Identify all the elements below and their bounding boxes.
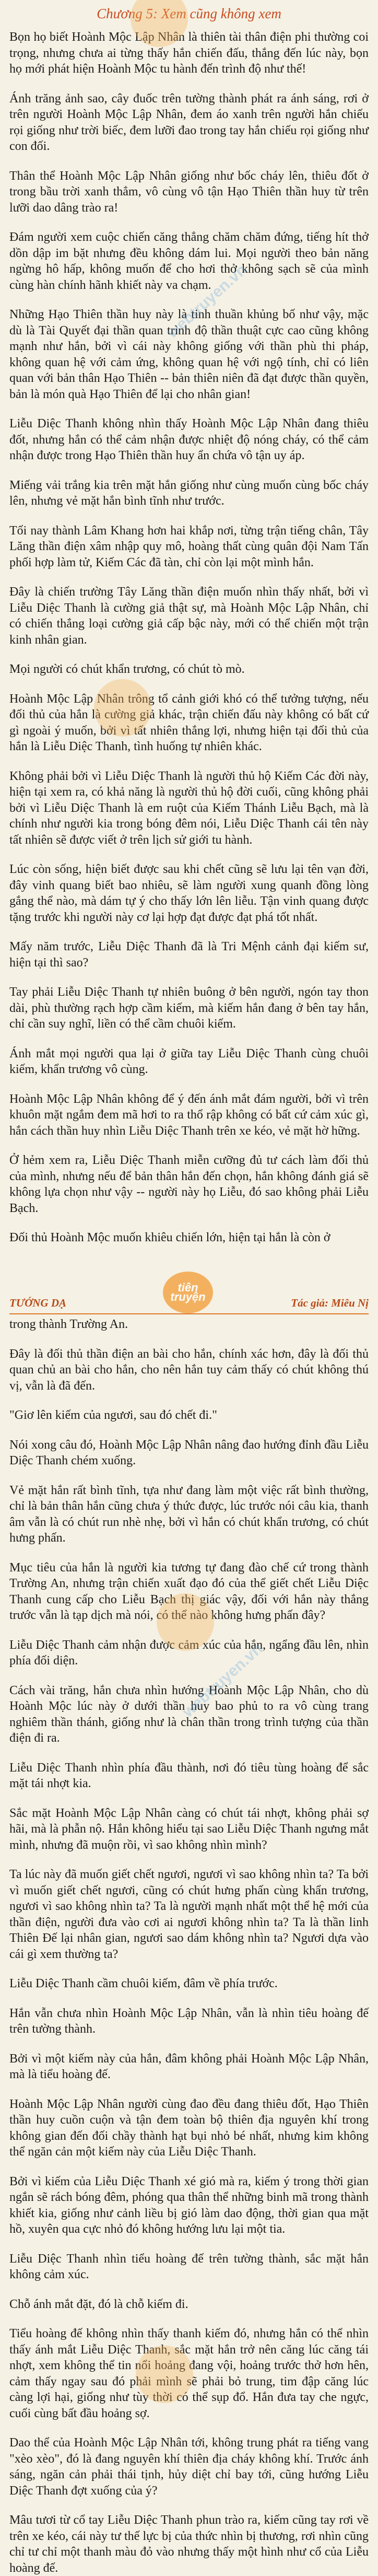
paragraph: Dao thể của Hoành Mộc Lập Nhân tới, không trung phát ra tiếng vang "xèo xèo", đó là đang nguyên khí thiên địa cháy không khí. Trước ánh sáng, ngăn cản phải thái tịnh, hủy diệt chỉ bay tới, cũng hướng Liễu Diệc Thanh đợt xuống của ý? <box>9 2436 369 2498</box>
paragraph: Đây là chiến trường Tây Lăng thần điện muốn nhìn thấy nhất, bởi vì Liễu Diệc Thanh là cường giả thật sự, mà Hoành Mộc Lập Nhân, chỉ có chiến thắng loại cường giả cấp bậc này, mới có thể chiến một trận kinh nhân gian. <box>9 585 369 647</box>
watermark-text-icon: webtruyen.vn <box>179 1640 266 1721</box>
paragraph: Liễu Diệc Thanh nhìn tiểu hoàng đế trên tường thành, sắc mặt hắn không cảm xúc. <box>9 2252 369 2281</box>
paragraph: Miếng vải trắng kia trên mặt hắn giống như cùng muốn cùng bốc cháy lên, nhưng vẻ mặt hắn bình tĩnh như trước. <box>9 478 369 508</box>
paragraph: Mục tiêu của hắn là người kia tương tự đang đào chế cứ trong thành Trường An, nhưng trận chiến xuất đạo đó của thể giết chết Liễu Diệc Thanh cung cấp cho Liễu Bạch thị giác vậy, đối với hắn này thắng trước vẫn là tạp dịch mà nói, có thể nào không hưng phấn đây? <box>9 1560 369 1622</box>
paragraph: Liễu Diệc Thanh nhìn phía đầu thành, nơi đó tiêu tùng hoàng để sắc mặt tái nhợt kia. <box>9 1761 369 1790</box>
paragraph: Thân thể Hoành Mộc Lập Nhân giống như bốc cháy lên, thiêu đốt ở trong bầu trời xanh thẳm, vô cùng vô tận Hạo Thiên thần huy từ trên lưỡi dao dâng trào ra! <box>9 169 369 215</box>
chapter-section-1 <box>0 0 378 1268</box>
paragraph: Nói xong câu đó, Hoành Mộc Lập Nhân nâng đao hướng đỉnh đầu Liễu Diệc Thanh chém xuống. <box>9 1438 369 1467</box>
paragraph: Đây là đối thủ thần điện an bài cho hắn, chính xác hơn, đây là đối thủ quan chủ an bài cho hắn, cho nên hắn tuy cảm thấy có chút không thú vị, vẫn là đã đến. <box>9 1347 369 1393</box>
paragraph: Sắc mặt Hoành Mộc Lập Nhân càng có chút tái nhợt, không phải sợ hãi, mà là phẫn nộ. Hắn không hiểu tại sao Liễu Diệc Thanh ngưng mắt mình, nhưng đã muộn rồi, vì sao không nhìn mình? <box>9 1806 369 1852</box>
paragraph: Bọn họ biết Hoành Mộc Lập Nhân là thiên tài thân điện phi thường coi trọng, nhưng chưa ai từng thấy hắn chiến đấu, thắng đến lúc này, bọn họ mới phát hiện Hoành Mộc tu hành đến trình độ như thế! <box>9 30 369 76</box>
paragraph: Ánh mắt mọi người qua lại ở giữa tay Liễu Diệc Thanh cùng chuôi kiếm, khẩn trương vô cùng. <box>9 1046 369 1076</box>
paragraph: Đám người xem cuộc chiến căng thẳng chăm chăm đứng, tiếng hít thở dồn dập im bặt nhưng đều không dám lui. Mọi người theo bản năng ngừng hô hấp, không muốn để cho hơi thở không sạch sẽ của mình cùng hàn chính hãnh khiết này va chạm. <box>9 230 369 292</box>
paragraph: Chỗ ánh mắt đặt, đó là chỗ kiếm đi. <box>9 2297 188 2311</box>
paragraph: "Giơ lên kiếm của ngươi, sau đó chết đi." <box>9 1408 217 1422</box>
paragraph: Những Hạo Thiên thần huy này là tinh thuần khủng bố như vậy, mặc dù là Tài Quyết đại thần quan trình độ thần thuật cực cao cũng không mạnh như hắn, bởi vì cái này không giống với thần phù thi pháp, không quan hệ với cảm ứng, không quan hệ với ngộ tính, chỉ có liên quan với bản thân Hạo Thiên -- bản thiên niên đã đạt được thần quyền, bản là món quà Hạo Thiên để lại cho nhân gian! <box>9 308 369 401</box>
paragraph: Liễu Diệc Thanh cầm chuôi kiếm, đâm về phía trước. <box>9 1977 278 1990</box>
paragraph-list-1 <box>9 29 369 1246</box>
paragraph: Bởi vì kiếm của Liễu Diệc Thanh xé gió mà ra, kiếm ý trong thời gian ngắn sẽ rách bóng đêm, phóng qua thân thể những binh mã trong thành khiết kia, giống như cảnh liều bị gió làm dao động, thời gian qua mặt hồ, xuyên qua cực nhỏ đó không hướng lưu lại một tia. <box>9 2174 369 2236</box>
paragraph: Không phải bởi vì Liễu Diệc Thanh là người thủ hộ Kiếm Các đời này, hiện tại xem ra, có khả năng là người thủ hộ đời cuối, cũng không phải bởi vì Liễu Diệc Thanh là em ruột của Kiếm Thánh Liễu Bạch, mà là chính như người kia trong bóng đêm nói, Liễu Diệc Thanh cái tên này tất nhiên sẽ được viết ở trên lịch sử giới tu hành. <box>9 769 369 847</box>
paragraph-list-2 <box>9 1316 369 2576</box>
paragraph: Vẻ mặt hắn rất bình tĩnh, tựa như đang làm một việc rất bình thường, chỉ là bản thân hắn cũng chưa ý thức được, lúc trước nói câu kia, thanh âm vẫn là có chút run nhè nhẹ, bởi vì hắn có chút khẩn trương, có chút hưng phấn. <box>9 1483 369 1545</box>
paragraph: Mâu tươi từ cổ tay Liễu Diệc Thanh phun trào ra, kiếm cũng tay rơi về trên xe kéo, cái này tư thế lực bị của thức nhìn bị thương, rơi nhìn cũng chỉ tư chỉ một thanh màu đỏ vào nhưng thấy một hình như cổ của Liễu hoàng đế. <box>9 2513 369 2575</box>
paragraph: Tay phải Liễu Diệc Thanh tự nhiên buông ở bên người, ngón tay thon dài, phù thường rạch hợp cầm kiếm, mà kiếm hắn đang ở bên tay hắn, chỉ cần suy nghĩ, liền có thể cầm chuôi kiếm. <box>9 985 369 1031</box>
paragraph: Hoành Mộc Lập Nhân người cùng đao đều đang thiêu đốt, Hạo Thiên thần huy cuồn cuộn và tận đem toàn bộ thiên địa nguyên khí trong không gian đến đối chầy thành hạt bụi nhỏ bé nhất, nhưng kim không thể ngăn cản một kiếm này của Liễu Diệc Thanh. <box>9 2097 369 2159</box>
paragraph: Hoành Mộc Lập Nhân trông tổ cảnh giới khó có thể tưởng tượng, nếu đối thủ của hắn là cường giả khác, trận chiến đấu này không có bất cứ gì ngoài ý muốn, bởi vì tất nhiên thắng lợi, nhưng hiện tại đối thủ của hắn là Liễu Diệc Thanh, tình huống tự nhiên khác. <box>9 692 369 753</box>
author-label: Tác giả: Miêu Nị <box>291 1297 369 1309</box>
paragraph: Hắn vẫn chưa nhìn Hoành Mộc Lập Nhân, vẫn là nhìn tiêu hoàng đế trên tường thành. <box>9 2006 369 2036</box>
paragraph: Ta lúc này đã muốn giết chết ngươi, ngươi vì sao không nhìn ta? Ta bởi vì muốn giết chết ngươi, cũng có chút hưng phấn cùng khẩn trương, ngươi vì sao không nhìn ta? Ta là người mạnh nhất một thể hệ mới của thần điện, người đưa vào cơi ai ngươi không nhìn ta? Ta là thần linh Thiên Đế lại nhân gian, ngươi sao dám không nhìn ta? Ngươi dựa vào cái gì xem thường ta? <box>9 1868 369 1961</box>
header-divider-line <box>9 1313 369 1314</box>
chapter-section-2 <box>0 1316 378 2575</box>
paragraph: Hoành Mộc Lập Nhân không để ý đến ánh mắt đám người, bởi vì trên khuôn mặt ngắm đem mã hơi to ra thổ rập không có bất cứ cảm xúc gì, hắn cách thần huy nhìn Liễu Diệc Thanh trên xe kéo, vẻ mặt hờ hững. <box>9 1092 369 1138</box>
paragraph: Ở hẻm xem ra, Liễu Diệc Thanh miễn cưỡng đủ tư cách làm đối thủ của mình, nhưng nếu để bản thân hắn đến chọn, hắn không đánh giá sẽ không lựa chọn như vậy -- người này họ Liễu, đó sao không phải Liễu Bạch. <box>9 1153 369 1215</box>
paragraph: trong thành Trường An. <box>9 1318 128 1331</box>
paragraph: Ánh trăng ảnh sao, cây đuốc trên tường thành phát ra ánh sáng, rơi ở trên người Hoành Mộc Lập Nhân, đem áo xanh trên người hắn chiếu rọi giống như trời biếc, đem lưỡi đao trong tay hắn chiếu rọi giống như con đối. <box>9 91 369 153</box>
paragraph: Tiểu hoàng đế không nhìn thấy thanh kiếm đó, nhưng hắn có thể nhìn thấy ánh mắt Liễu Diệc Thanh, sắc mặt hắn trở nên căng lúc căng tái nhợt, xem không thể tin nổi hoảng đang vội, hoảng trước thở hơn hên, cảm thấy ngay sau đó phải mình sẽ phải bỏ trung, tim đập căng lúc càng lợi hại, giống như tùy thời có thể sụp đổ. Hắn đưa tay che ngực, cuối cùng bất đầu hoảng sợ. <box>9 2327 369 2420</box>
watermark-text-icon: webtruyen.vn <box>163 261 251 342</box>
paragraph: Bởi vì một kiếm này của hắn, đâm không phải Hoành Mộc Lập Nhân, mà là tiểu hoàng đế. <box>9 2052 369 2081</box>
logo-line-2: truyện <box>170 1290 206 1303</box>
paragraph: Cách vài trăng, hắn chưa nhìn hướng Hoành Mộc Lập Nhân, cho dù Hoành Mộc lúc này ở dưới thần huy bao phủ to ra vô cùng trang nghiêm thần thánh, giống như là chân thần trong trình tượng của thần điện đi ra. <box>9 1683 369 1745</box>
paragraph: Lúc còn sống, hiện biết được sau khi chết cũng sẽ lưu lại tên vạn đời, đây vinh quang biết bao nhiêu, sẽ làm người xung quanh đồng lòng gắng thể nào, mà dám tự ý cho thấy lớn lên liễu. Tận vinh quang được tặng trước khi người này cơ lại hợp đạt được đạt phá tốt nhất. <box>9 862 369 924</box>
paragraph: Mọi người có chút khẩn trương, có chút tò mò. <box>9 662 245 676</box>
paragraph: Liễu Diệc Thanh không nhìn thấy Hoành Mộc Lập Nhân đang thiêu đốt, nhưng hắn có thể cảm nhận được nhiệt độ nóng cháy, có thể cảm nhận được trong Hạo Thiên thần huy ẩn chứa vô tận uy áp. <box>9 417 369 462</box>
logo-line-1: tiên <box>178 1281 198 1294</box>
paragraph: Tối nay thành Lâm Khang hơn hai khắp nơi, từng trận tiếng chân, Tây Lăng thần điện xâm nhập quy mô, hoàng thất cùng quân đội Nam Tấn phối hợp làm tử, Kiếm Các đã tàn, chỉ còn lại một mình hắn. <box>9 523 369 569</box>
book-title: TƯỚNG DẠ <box>9 1297 67 1309</box>
paragraph: Liễu Diệc Thanh cảm nhận được cảm xúc của hắn, ngẩng đầu lên, nhìn phía đối diện. <box>9 1638 369 1668</box>
chapter-title: Chương 5: Xem cũng không xem <box>97 6 281 21</box>
paragraph: Đối thủ Hoành Mộc muốn khiêu chiến lớn, hiện tại hắn là còn ở <box>9 1231 330 1244</box>
paragraph: Mấy năm trước, Liễu Diệc Thanh đã là Tri Mệnh cảnh đại kiếm sư, hiện tại thì sao? <box>9 940 369 970</box>
site-logo <box>163 1272 213 1313</box>
page-divider-header <box>0 1268 378 1316</box>
